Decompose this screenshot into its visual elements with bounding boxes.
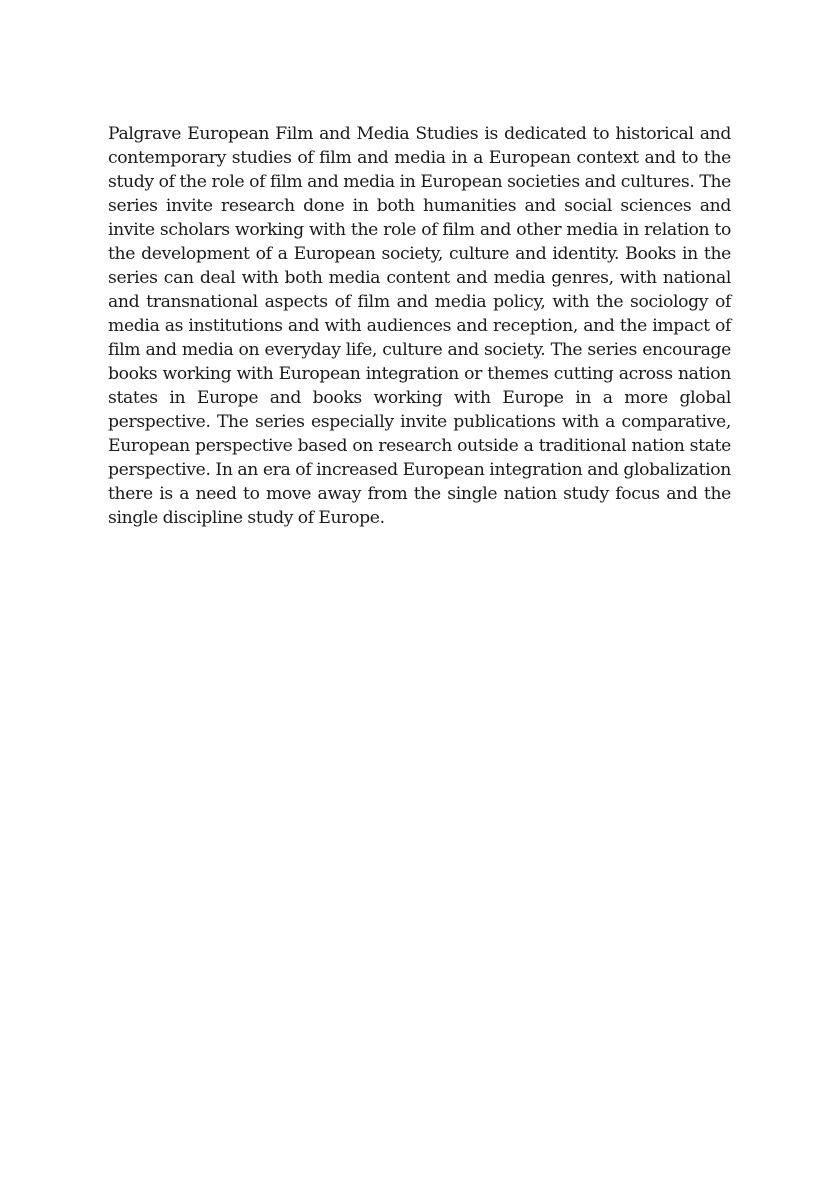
description-line: the development of a European society, culture and identity. Books in the <box>108 244 731 264</box>
description-line: perspective. The series especially invite publications with a comparative, <box>108 412 731 432</box>
description-line: European perspective based on research outside a traditional nation state <box>108 436 731 456</box>
description-line: series invite research done in both humanities and social sciences and <box>108 196 731 216</box>
description-line: there is a need to move away from the single nation study focus and the <box>108 484 731 504</box>
description-line: and transnational aspects of film and media policy, with the sociology of <box>108 292 731 312</box>
series-description <box>108 122 731 530</box>
description-line: contemporary studies of film and media in a European context and to the <box>108 148 731 168</box>
description-line: series can deal with both media content and media genres, with national <box>108 268 731 288</box>
description-line-last: single discipline study of Europe. <box>108 508 385 528</box>
description-line: Palgrave European Film and Media Studies is dedicated to historical and <box>108 124 731 144</box>
description-line: perspective. In an era of increased European integration and globalization <box>108 460 731 480</box>
description-line: film and media on everyday life, culture and society. The series encourage <box>108 340 731 360</box>
description-line: study of the role of film and media in European societies and cultures. The <box>108 172 731 192</box>
description-line: media as institutions and with audiences and reception, and the impact of <box>108 316 731 336</box>
description-line: books working with European integration or themes cutting across nation <box>108 364 731 384</box>
description-line: states in Europe and books working with Europe in a more global <box>108 388 731 408</box>
description-line: invite scholars working with the role of film and other media in relation to <box>108 220 731 240</box>
